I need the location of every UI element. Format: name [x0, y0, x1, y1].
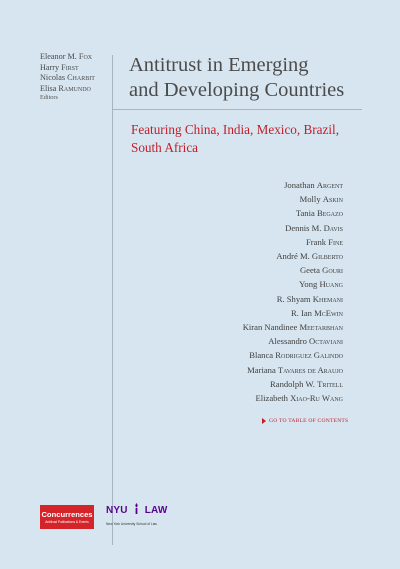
author-name: Elizabeth Xiao-Ru Wang	[255, 393, 343, 404]
book-title	[129, 53, 379, 103]
horizontal-divider	[113, 109, 362, 110]
authors-list	[243, 178, 343, 405]
author-name: André M. Gilberto	[276, 251, 343, 262]
vertical-divider	[112, 55, 113, 545]
nyu-school-name: New York University School of Law	[106, 522, 157, 526]
author-name: Yong Huang	[299, 279, 343, 290]
author-name: Frank Fine	[306, 236, 343, 247]
author-name: Jonathan Argent	[284, 180, 343, 190]
subtitle-line: South Africa	[131, 140, 199, 155]
concurrences-wordmark: Concurrences	[41, 510, 93, 519]
author-name: Randolph W. Tritell	[270, 378, 343, 389]
editors-block	[40, 52, 95, 102]
subtitle-line: Featuring China, India, Mexico, Brazil,	[131, 122, 340, 137]
author-name: R. Ian McEwin	[290, 307, 343, 318]
title-line: and Developing Countries	[129, 79, 345, 101]
nyu-law-wordmark	[106, 503, 168, 516]
book-subtitle	[131, 121, 371, 157]
editor-name: Eleanor M. Fox	[40, 52, 93, 61]
author-name: Alessandro Octaviani	[268, 336, 343, 347]
law-wordmark: LAW	[144, 505, 168, 516]
play-arrow-icon	[262, 418, 266, 424]
author-name: Molly Askin	[299, 194, 343, 205]
nyu-law-logo	[106, 503, 166, 533]
editor-name: Elisa Ramundo	[40, 83, 91, 93]
editor-name: Harry First	[40, 62, 79, 72]
author-name: Mariana Tavares de Araujo	[247, 364, 343, 375]
nyu-wordmark: NYU	[106, 505, 128, 516]
author-name: Tania Begazo	[295, 208, 343, 219]
editor-name: Nicolas Charbit	[40, 73, 95, 83]
author-name: Geeta Gouri	[299, 265, 343, 276]
author-name: Dennis M. Davis	[285, 222, 343, 233]
author-name: Blanca Rodriguez Galindo	[249, 350, 343, 361]
author-name: R. Shyam Khemani	[276, 293, 343, 304]
toc-link-label: GO TO TABLE OF CONTENTS	[269, 418, 349, 424]
torch-icon	[132, 503, 141, 514]
toc-link[interactable]	[262, 418, 348, 424]
title-line: Antitrust in Emerging	[129, 54, 309, 76]
concurrences-logo	[40, 505, 94, 529]
author-name: Kiran Nandinee Meetarbhan	[242, 322, 343, 333]
concurrences-tagline: Antitrust Publications & Events	[45, 520, 89, 524]
editors-role-label: Editors	[40, 94, 58, 102]
